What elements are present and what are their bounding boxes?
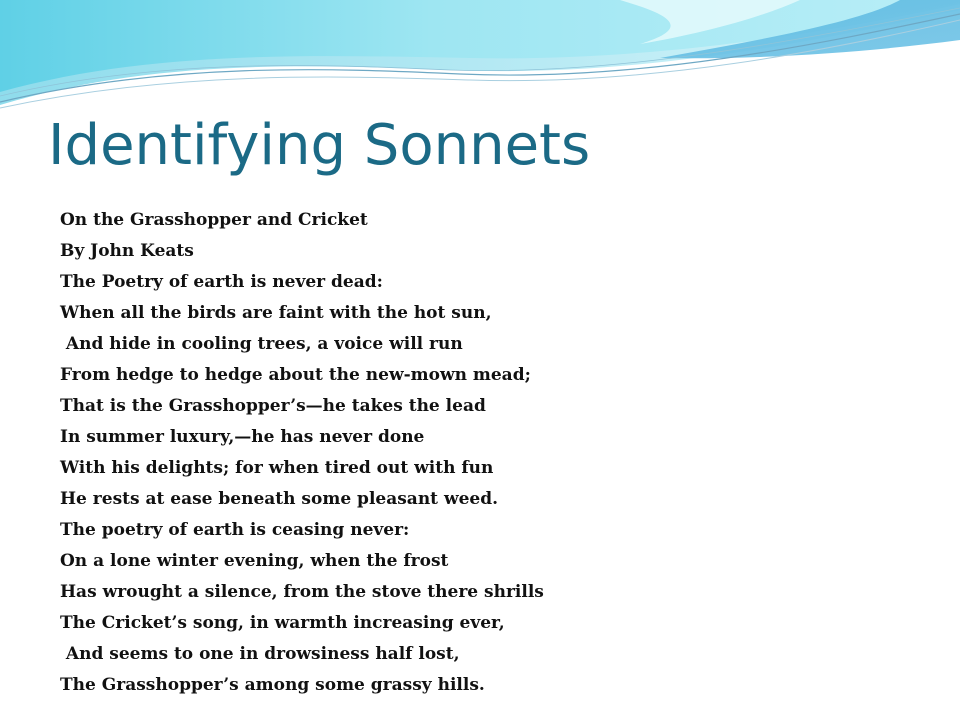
header-wave-decoration [0, 0, 960, 120]
poem-line: And hide in cooling trees, a voice will run [60, 334, 463, 354]
poem-title-line: On the Grasshopper and Cricket [60, 210, 368, 230]
poem-line: When all the birds are faint with the hot sun, [60, 303, 492, 323]
poem-line: He rests at ease beneath some pleasant weed. [60, 489, 499, 509]
poem-line: The poetry of earth is ceasing never: [60, 520, 410, 540]
poem-body [60, 205, 940, 701]
slide-title: Identifying Sonnets [48, 113, 591, 178]
poem-line: On a lone winter evening, when the frost [60, 551, 449, 571]
poem-line: From hedge to hedge about the new-mown mead; [60, 365, 531, 385]
poem-line: In summer luxury,—he has never done [60, 427, 425, 447]
poem-line: With his delights; for when tired out with fun [60, 458, 494, 478]
poem-line: The Poetry of earth is never dead: [60, 272, 383, 292]
poem-line: Has wrought a silence, from the stove there shrills [60, 582, 544, 602]
poem-author-line: By John Keats [60, 241, 194, 261]
poem-line: The Grasshopper’s among some grassy hills. [60, 675, 485, 695]
poem-line: The Cricket’s song, in warmth increasing ever, [60, 613, 505, 633]
poem-line: That is the Grasshopper’s—he takes the lead [60, 396, 486, 416]
poem-line: And seems to one in drowsiness half lost, [60, 644, 460, 664]
